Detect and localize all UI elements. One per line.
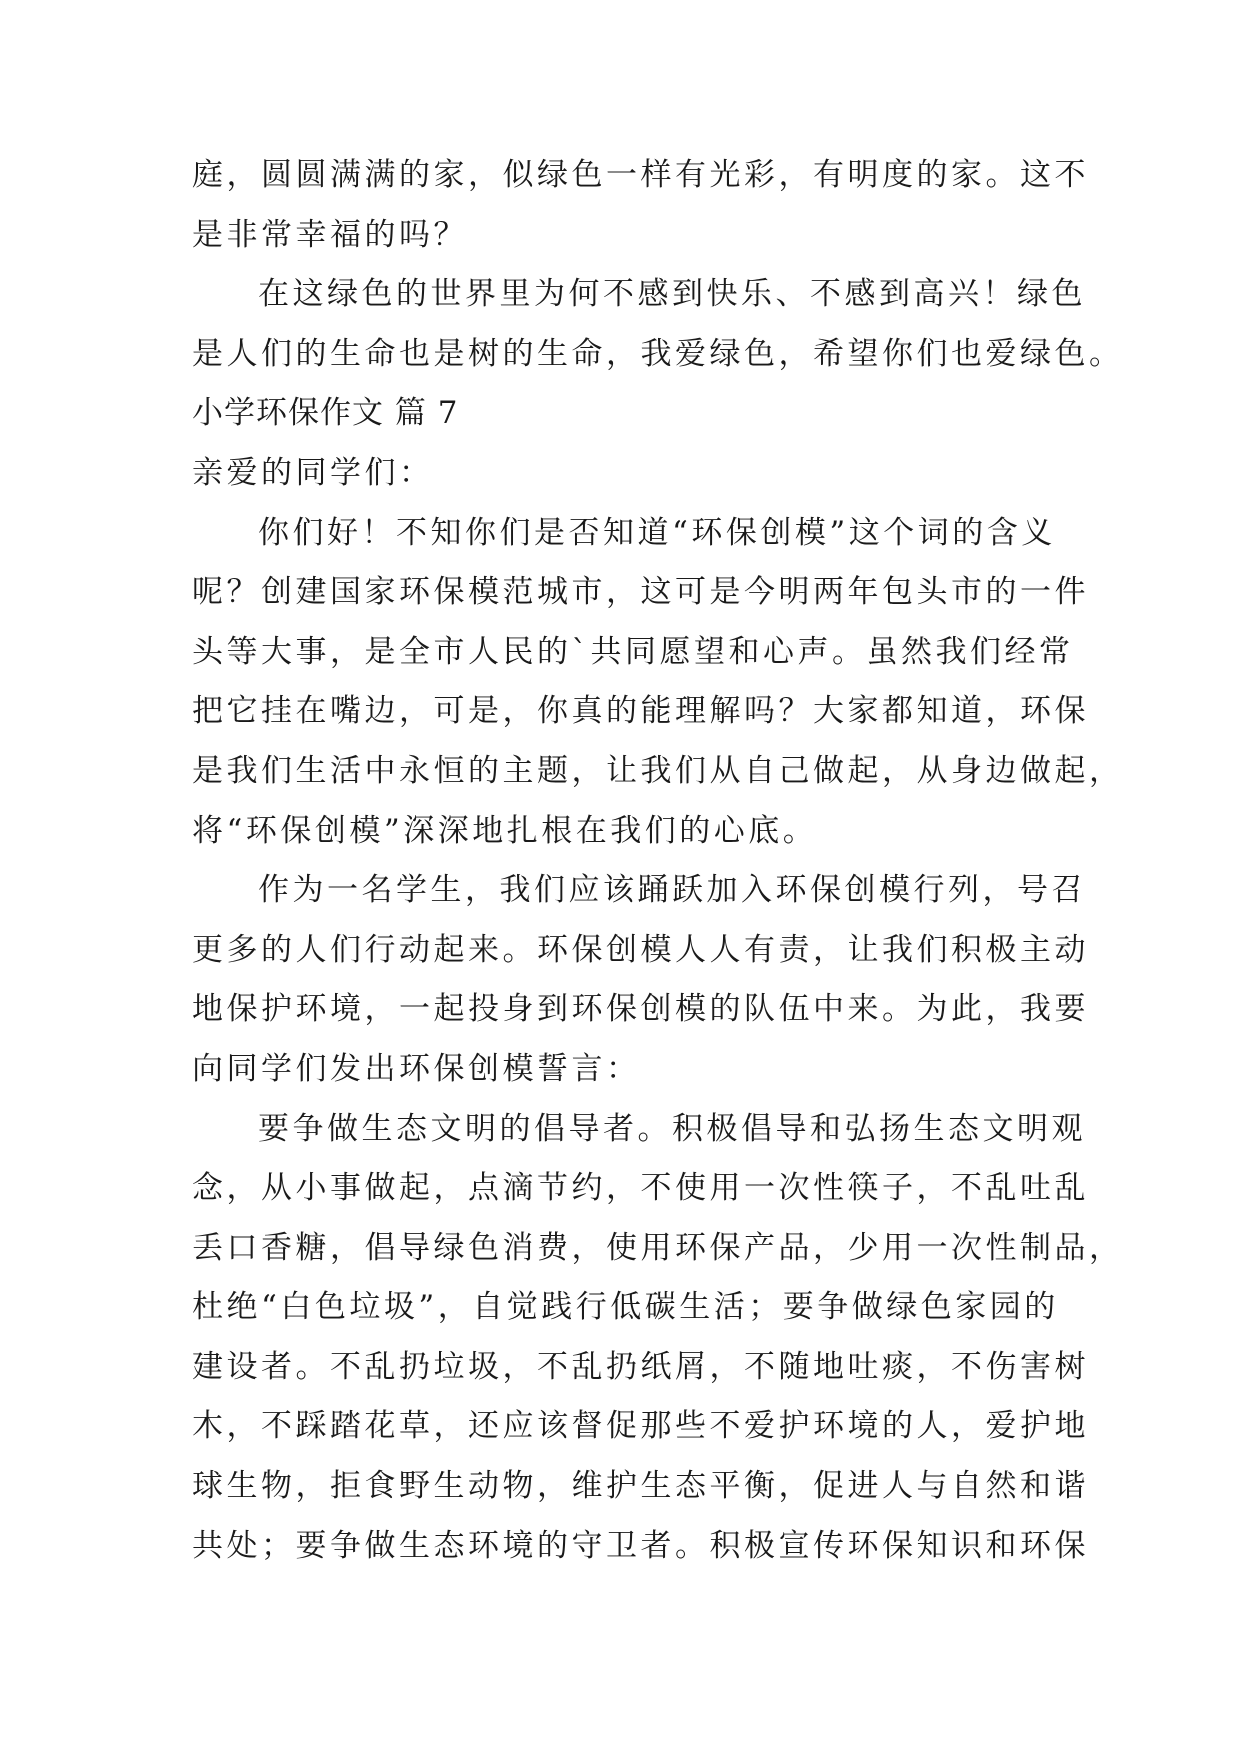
text-line: 呢？创建国家环保模范城市，这可是今明两年包头市的一件 bbox=[192, 574, 1089, 611]
paragraph-start-line: 在这绿色的世界里为何不感到快乐、不感到高兴！绿色 bbox=[258, 276, 1086, 313]
salutation: 亲爱的同学们： bbox=[192, 454, 434, 491]
text-line: 丢口香糖，倡导绿色消费，使用环保产品，少用一次性制品， bbox=[192, 1229, 1124, 1266]
text-line: 球生物，拒食野生动物，维护生态平衡，促进人与自然和谐 bbox=[192, 1468, 1089, 1505]
paragraph-start-line: 要争做生态文明的倡导者。积极倡导和弘扬生态文明观 bbox=[258, 1110, 1086, 1147]
text-line: 向同学们发出环保创模誓言： bbox=[192, 1050, 641, 1087]
text-line: 杜绝“白色垃圾”，自觉践行低碳生活；要争做绿色家园的 bbox=[192, 1289, 1059, 1326]
text-line: 是非常幸福的吗？ bbox=[192, 216, 468, 253]
text-line: 念，从小事做起，点滴节约，不使用一次性筷子，不乱吐乱 bbox=[192, 1170, 1089, 1207]
paragraph-start-line: 作为一名学生，我们应该踊跃加入环保创模行列，号召 bbox=[258, 872, 1086, 909]
text-line: 建设者。不乱扔垃圾，不乱扔纸屑，不随地吐痰，不伤害树 bbox=[192, 1348, 1089, 1385]
text-line: 更多的人们行动起来。环保创模人人有责，让我们积极主动 bbox=[192, 931, 1089, 968]
text-line: 共处；要争做生态环境的守卫者。积极宣传环保知识和环保 bbox=[192, 1527, 1089, 1564]
text-line: 木，不踩踏花草，还应该督促那些不爱护环境的人，爱护地 bbox=[192, 1408, 1089, 1445]
text-line: 将“环保创模”深深地扎根在我们的心底。 bbox=[192, 812, 818, 849]
text-line: 头等大事，是全市人民的`共同愿望和心声。虽然我们经常 bbox=[192, 633, 1074, 670]
text-line: 是我们生活中永恒的主题，让我们从自己做起，从身边做起， bbox=[192, 752, 1124, 789]
section-heading: 小学环保作文 篇 7 bbox=[192, 395, 459, 432]
text-line: 庭，圆圆满满的家，似绿色一样有光彩，有明度的家。这不 bbox=[192, 157, 1089, 193]
document-body bbox=[192, 146, 1124, 1576]
text-line: 地保护环境，一起投身到环保创模的队伍中来。为此，我要 bbox=[192, 991, 1089, 1028]
text-line: 把它挂在嘴边，可是，你真的能理解吗？大家都知道，环保 bbox=[192, 693, 1089, 730]
text-line: 是人们的生命也是树的生命，我爱绿色，希望你们也爱绿色。 bbox=[192, 335, 1124, 372]
paragraph-start-line: 你们好！不知你们是否知道“环保创模”这个词的含义 bbox=[258, 514, 1056, 551]
